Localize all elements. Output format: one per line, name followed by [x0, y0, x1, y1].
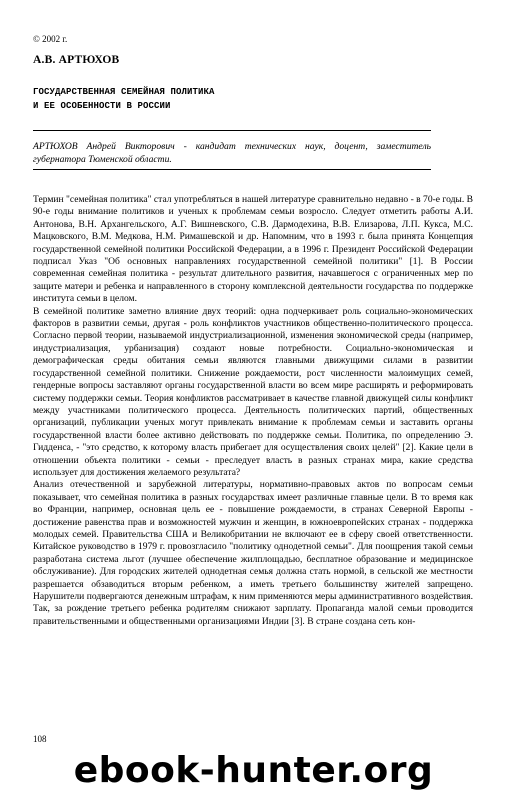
article-body — [33, 194, 473, 628]
copyright-notice: © 2002 г. — [33, 34, 68, 44]
page-number: 108 — [33, 734, 47, 744]
article-title-line-2: И ЕЕ ОСОБЕННОСТИ В РОССИИ — [33, 101, 171, 111]
body-paragraph-2: В семейной политике заметно влияние двух теорий: одна подчеркивает роль социально-экономических факторов в развитии семьи, другая - роль конфликтов участников общественно-политического процесса. Согласно первой теории, называемой индустриализационной, изменения экономической среды (например, индустриализация, урбанизация) создают новые потребности. Социально-экономическая и демографическая среды обитания семьи являются главными движущими силами в развитии государственной семейной политики. Снижение рождаемости, рост численности малоимущих семей, гендерные вопросы заставляют органы государственной власти во всем мире расширять и реформировать систему поддержки семьи. Теория конфликтов рассматривает в качестве главной движущей силы конфликт между участниками политического процесса. Деятельность политических партий, общественных организаций, публикации ученых могут привлекать внимание к проблемам семьи и заставить органы государственной власти более активно действовать по поддержке семьи. Политика, по определению Э. Гидденса, - "это средство, к которому власть прибегает для осуществления своих целей" [2]. Какие цели в отношении объекта политики - семьи - преследует власть в разных странах мира, какие средства использует для достижения желаемого результата? — [33, 305, 473, 478]
article-title — [33, 85, 215, 113]
divider-bottom — [33, 169, 431, 170]
article-title-line-1: ГОСУДАРСТВЕННАЯ СЕМЕЙНАЯ ПОЛИТИКА — [33, 87, 215, 97]
watermark-text: ebook-hunter.org — [73, 750, 434, 791]
author-info: АРТЮХОВ Андрей Викторович - кандидат технических наук, доцент, заместитель губернатора Тюменской области. — [33, 141, 431, 165]
body-paragraph-1: Термин "семейная политика" стал употребляться в нашей литературе сравнительно недавно - в 70-е годы. В 90-е годы внимание политиков и ученых к проблемам семьи возросло. Следует отметить работы А.И. Антонова, В.Н. Архангельского, А.Г. Вишневского, С.В. Дармодехина, В.В. Елизарова, Л.П. Кукса, М.С. Мацковского, В.М. Медкова, Н.М. Римашевской и др. Напомним, что в 1993 г. была принята Концепция государственной семейной политики Российской Федерации, а в 1996 г. Президент Российской Федерации подписал Указ "Об основных направлениях государственной семейной политики" [1]. В России современная семейная политика - результат длительного развития, начавшегося с ограниченных мер по защите матери и ребенка и направленного в сторону комплексной деятельности государства по поддержке института семьи в целом. — [33, 194, 473, 305]
article-author: А.В. АРТЮХОВ — [33, 54, 120, 66]
divider-top — [33, 130, 431, 131]
body-paragraph-3: Анализ отечественной и зарубежной литературы, нормативно-правовых актов по вопросам семьи показывает, что семейная политика в разных государствах имеет различные главные цели. В то время как во Франции, например, основная цель ее - повышение рождаемости, в странах Северной Европы - достижение равенства прав и возможностей мужчин и женщин, в южноевропейских странах - поддержка молодых семей. Правительства США и Великобритании не включают ее в сферу своей ответственности. Китайское руководство в 1979 г. провозгласило "политику однодетной семьи". Для поощрения такой семьи разработана система льгот (лучшее обеспечение жилплощадью, бесплатное образование и медицинское обслуживание). Для городских жителей однодетная семья должна стать нормой, в сельской же местности разрешается обзаводиться вторым ребенком, а иметь третьего большинству жителей запрещено. Нарушители подвергаются денежным штрафам, к ним применяются меры административного воздействия. Так, за рождение третьего ребенка родителям снижают зарплату. Пропаганда малой семьи проводится правительственными и общественными организациями Индии [3]. В стране создана сеть кон- — [33, 479, 473, 627]
